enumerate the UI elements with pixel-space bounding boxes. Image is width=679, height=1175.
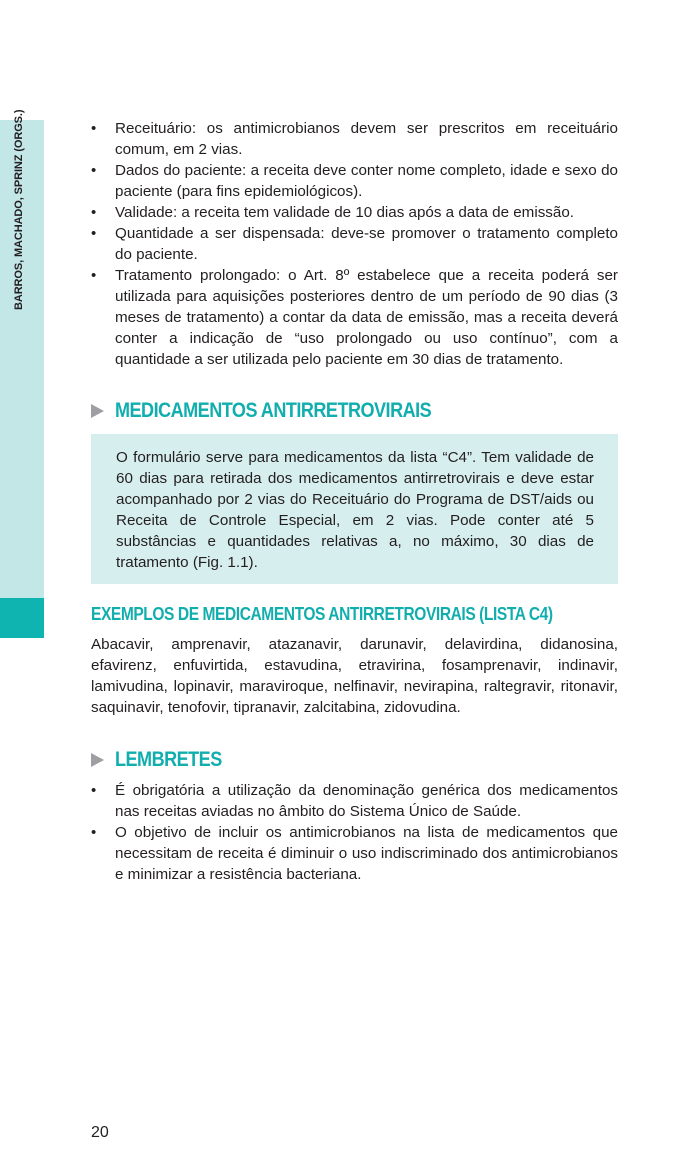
- running-head: [13, 109, 27, 310]
- running-head-text: BARROS, MACHADO, SPRINZ (ORGS.): [13, 109, 25, 310]
- triangle-arrow-icon: [91, 753, 104, 767]
- list-item: • Validade: a receita tem validade de 10 dias após a data de emissão.: [91, 202, 618, 223]
- section-title: MEDICAMENTOS ANTIRRETROVIRAIS: [115, 399, 432, 422]
- list-item: • O objetivo de incluir os antimicrobianos na lista de medicamentos que necessitam de receita é diminuir o uso indiscriminado dos antimicrobianos e minimizar a resistência bacteriana.: [91, 822, 618, 885]
- list-item: • Quantidade a ser dispensada: deve-se promover o tratamento completo do paciente.: [91, 223, 618, 265]
- lembretes-list: [91, 780, 618, 885]
- info-box: [91, 434, 618, 584]
- section-heading-antirretrovirais: [91, 397, 618, 425]
- list-item: • É obrigatória a utilização da denominação genérica dos medicamentos nas receitas aviadas no âmbito do Sistema Único de Saúde.: [91, 780, 618, 822]
- prescription-requirements: [91, 118, 618, 370]
- info-box-text: O formulário serve para medicamentos da lista “C4”. Tem validade de 60 dias para retirada dos medicamentos antirretrovirais e deve estar acompanhado por 2 vias do Receituário do Programa de DST/aids ou Receita de Controle Especial, em 2 vias. Pode conter até 5 substâncias e quantidades relativas a, no máximo, 30 dias de tratamento (Fig. 1.1).: [116, 449, 594, 571]
- examples-body: [91, 634, 618, 718]
- list-item: • Dados do paciente: a receita deve conter nome completo, idade e sexo do paciente (para fins epidemiológicos).: [91, 160, 618, 202]
- list-item: • Tratamento prolongado: o Art. 8º estabelece que a receita poderá ser utilizada para aquisições posteriores dentro de um período de 90 dias (3 meses de tratamento) a contar da data de emissão, mas a receita deverá conter a indicação de “uso prolongado ou uso contínuo”, com a quantidade a ser utilizada pelo paciente em 30 dias de tratamento.: [91, 265, 618, 370]
- page-number: 20: [91, 1124, 109, 1141]
- section-heading-lembretes: [91, 746, 618, 774]
- section-title: LEMBRETES: [115, 748, 222, 771]
- triangle-arrow-icon: [91, 404, 104, 418]
- list-item: • Receituário: os antimicrobianos devem ser prescritos em receituário comum, em 2 vias.: [91, 118, 618, 160]
- examples-heading: [91, 603, 618, 625]
- examples-text: Abacavir, amprenavir, atazanavir, darunavir, delavirdina, didanosina, efavirenz, enfuvirtida, estavudina, etravirina, fosamprenavir, indinavir, lamivudina, lopinavir, maraviroque, nelfinavir, nevirapina, raltegravir, ritonavir, saquinavir, tenofovir, tipranavir, zalcitabina, zidovudina.: [91, 636, 618, 716]
- sidebar-chapter-tab: [0, 598, 44, 638]
- examples-title: EXEMPLOS DE MEDICAMENTOS ANTIRRETROVIRAIS (LISTA C4): [91, 603, 553, 624]
